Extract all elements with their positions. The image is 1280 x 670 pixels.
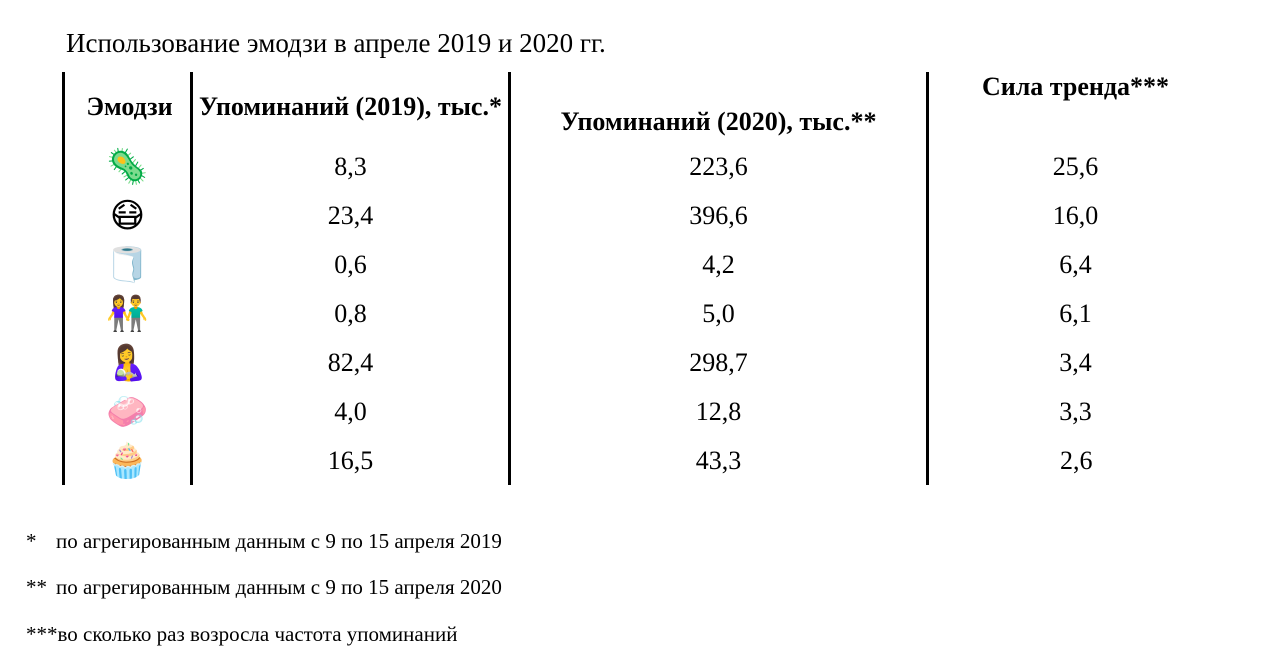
cell-trend: 6,1: [1059, 298, 1092, 328]
cell-trend: 16,0: [1052, 200, 1099, 230]
toilet-paper-emoji: 🧻: [64, 240, 192, 289]
table-row: [64, 191, 1224, 240]
footnote-text: по агрегированным данным с 9 по 15 апреля 2019: [56, 529, 502, 553]
column-header-trend: Сила тренда***: [981, 72, 1170, 101]
footnote-3: [26, 621, 1126, 647]
cell-trend: 25,6: [1052, 151, 1099, 181]
footnote-2: [26, 574, 1126, 600]
cell-mentions-2019: 23,4: [192, 191, 510, 240]
footnote-text: во сколько раз возросла частота упоминаний: [57, 621, 458, 646]
soap-emoji: 🧼: [64, 387, 192, 436]
face-with-mask-emoji: 😷: [64, 191, 192, 240]
cell-mentions-2019: 0,8: [192, 289, 510, 338]
cell-trend: 3,4: [1059, 347, 1092, 377]
table-row: [64, 436, 1224, 485]
cell-mentions-2019: 82,4: [192, 338, 510, 387]
footnote-marker: **: [26, 575, 47, 600]
cell-mentions-2019: 16,5: [192, 436, 510, 485]
table-row: [64, 338, 1224, 387]
cell-mentions-2020: 396,6: [510, 191, 928, 240]
man-and-woman-holding-hands-emoji: 👫: [64, 289, 192, 338]
table-header-row: [64, 72, 1224, 142]
emoji-usage-table: [62, 72, 1222, 485]
cupcake-emoji: 🧁: [64, 436, 192, 485]
table-body: [64, 142, 1224, 485]
column-header-mentions-2020: Упоминаний (2020), тыс.**: [510, 72, 928, 142]
table-row: [64, 142, 1224, 191]
table-row: [64, 289, 1224, 338]
footnote-marker: *: [26, 529, 37, 553]
cell-mentions-2020: 12,8: [510, 387, 928, 436]
column-header-mentions-2019: Упоминаний (2019), тыс.*: [192, 72, 510, 142]
footnotes: [26, 528, 1126, 647]
microbe-emoji: 🦠: [64, 142, 192, 191]
table-row: [64, 240, 1224, 289]
cell-mentions-2020: 5,0: [510, 289, 928, 338]
footnote-1: [26, 528, 1126, 554]
cell-mentions-2019: 4,0: [192, 387, 510, 436]
cell-trend: 3,3: [1059, 396, 1092, 426]
cell-mentions-2019: 8,3: [192, 142, 510, 191]
breast-feeding-emoji: 🤱: [64, 338, 192, 387]
figure-title: Использование эмодзи в апреле 2019 и 2020 гг.: [66, 28, 606, 58]
cell-mentions-2020: 223,6: [510, 142, 928, 191]
footnote-marker: ***: [26, 621, 58, 646]
footnote-text: по агрегированным данным с 9 по 15 апреля 2020: [56, 575, 502, 600]
cell-trend: 2,6: [1060, 445, 1093, 475]
cell-mentions-2019: 0,6: [192, 240, 510, 289]
cell-mentions-2020: 43,3: [510, 436, 928, 485]
column-header-emoji: Эмодзи: [64, 72, 192, 142]
cell-mentions-2020: 298,7: [510, 338, 928, 387]
cell-trend: 6,4: [1059, 249, 1092, 279]
table-row: [64, 387, 1224, 436]
cell-mentions-2020: 4,2: [510, 240, 928, 289]
